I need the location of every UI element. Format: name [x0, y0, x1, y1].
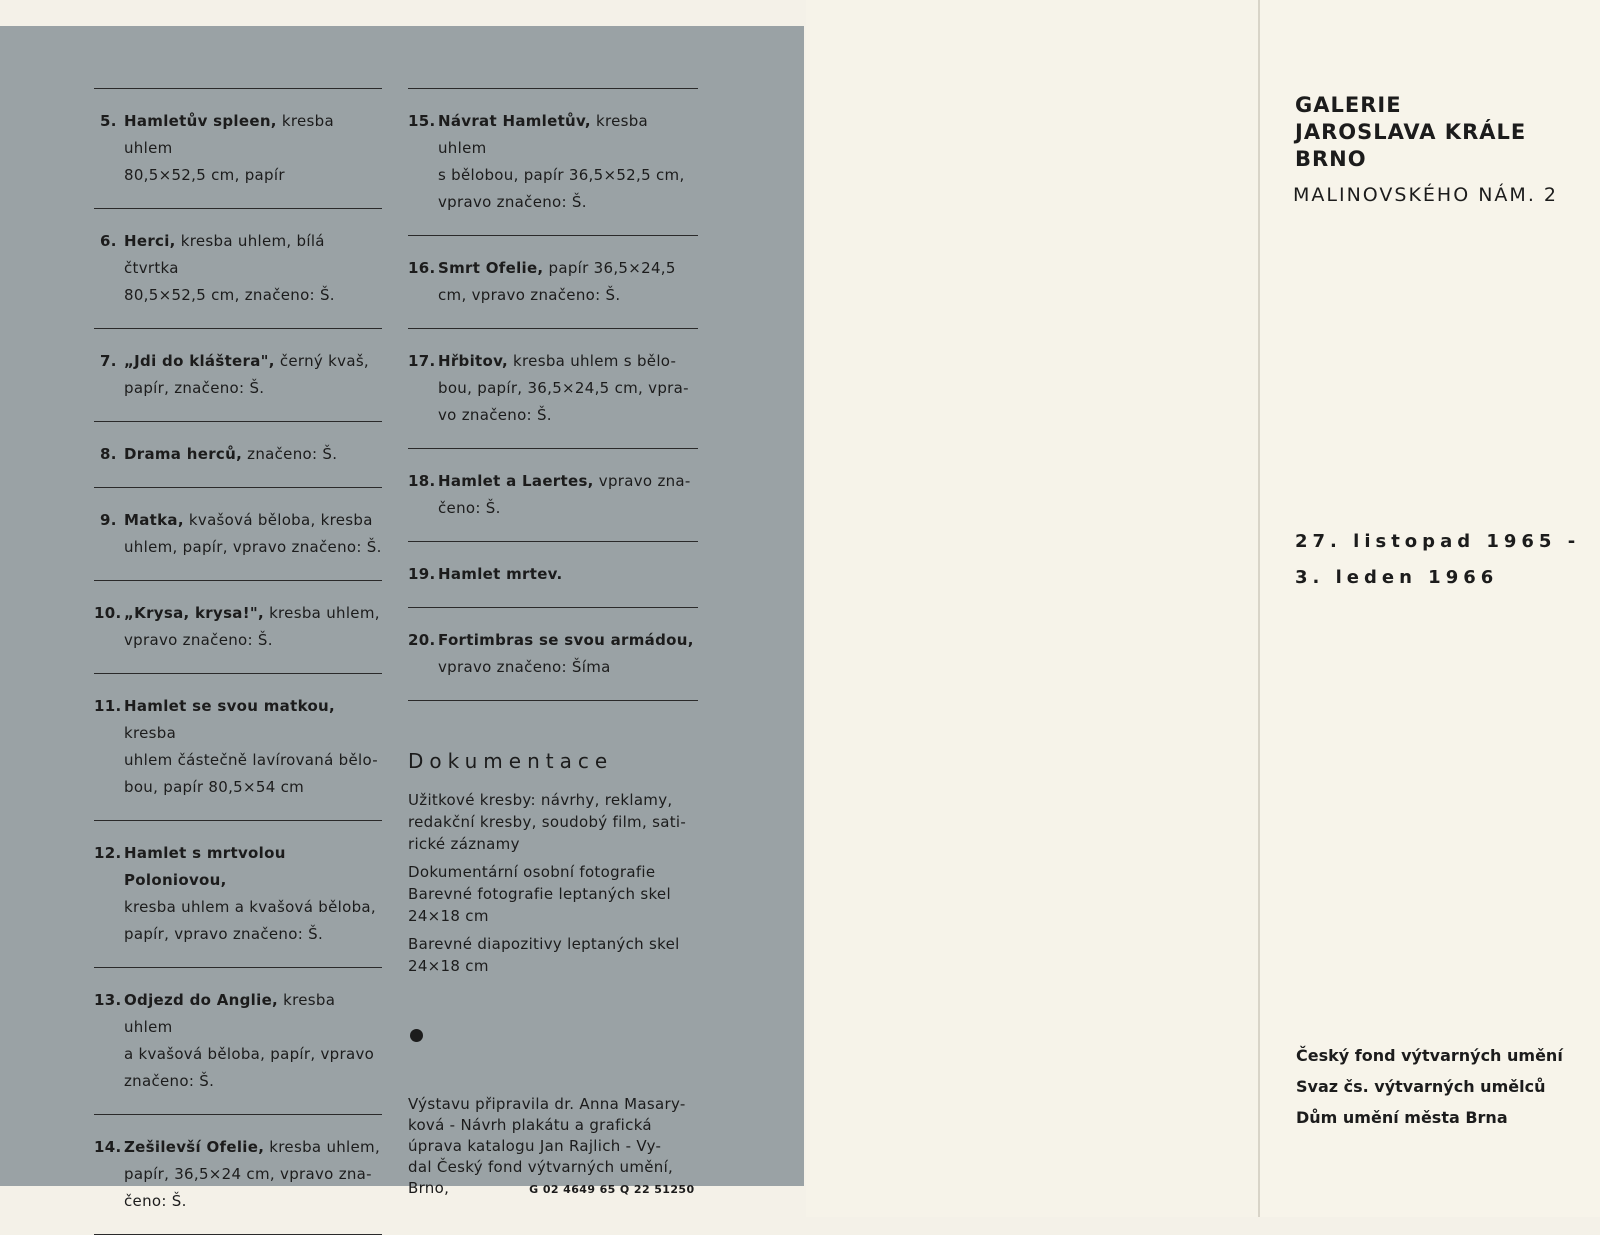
catalog-entry — [94, 821, 382, 967]
organizer: Dům umění města Brna — [1296, 1108, 1508, 1127]
catalog-entry — [408, 236, 698, 328]
catalog-entry — [94, 488, 382, 580]
entry-number: 5. — [100, 112, 117, 130]
entry-number: 8. — [100, 445, 117, 463]
organizer: Svaz čs. výtvarných umělců — [1296, 1077, 1546, 1096]
entry-detail: bou, papír 80,5×54 cm — [124, 778, 305, 796]
entry-detail: kresba uhlem, bílá čtvrtka — [124, 232, 325, 277]
catalog-entry — [94, 329, 382, 421]
catalog-entry — [94, 89, 382, 208]
date-start: 27. listopad 1965 - — [1295, 531, 1581, 552]
cover-page — [1258, 0, 1600, 1217]
entry-detail: cm, vpravo značeno: Š. — [438, 286, 621, 304]
entry-detail: kresba uhlem — [124, 991, 336, 1036]
catalog-entry — [408, 89, 698, 235]
credits-line: Výstavu připravila dr. Anna Masary- — [408, 1095, 686, 1113]
entry-title: Hřbitov, — [438, 352, 508, 370]
gallery-line-3: BRNO — [1295, 147, 1367, 171]
entry-number: 13. — [94, 991, 122, 1009]
entry-number: 17. — [408, 352, 436, 370]
entry-title: Fortimbras se svou armádou, — [438, 631, 694, 649]
entry-detail: bou, papír, 36,5×24,5 cm, vpra- — [438, 379, 689, 397]
entry-number: 9. — [100, 511, 117, 529]
entry-detail: kresba uhlem — [438, 112, 649, 157]
entry-detail: 80,5×52,5 cm, papír — [124, 166, 285, 184]
entry-detail: papír, značeno: Š. — [124, 379, 265, 397]
documentation-heading: Dokumentace — [408, 749, 614, 773]
entry-detail: kresba uhlem — [124, 112, 334, 157]
doc-line: 24×18 cm — [408, 907, 489, 925]
entry-detail: s bělobou, papír 36,5×52,5 cm, — [438, 166, 685, 184]
catalog-column-left — [94, 88, 382, 1235]
entry-detail: 80,5×52,5 cm, značeno: Š. — [124, 286, 335, 304]
entry-detail: kresba uhlem, — [269, 604, 380, 622]
gallery-name — [1295, 92, 1526, 173]
catalog-entry — [94, 422, 382, 487]
catalog-entry — [94, 209, 382, 328]
entry-number: 6. — [100, 232, 117, 250]
doc-line: redakční kresby, soudobý film, sati- — [408, 813, 687, 831]
organizer: Český fond výtvarných umění — [1296, 1046, 1563, 1065]
entry-detail: uhlem, papír, vpravo značeno: Š. — [124, 538, 382, 556]
entry-title: Hamlet se svou matkou, — [124, 697, 336, 715]
entry-number: 19. — [408, 565, 436, 583]
entry-detail: kresba uhlem s bělo- — [513, 352, 677, 370]
documentation-list — [408, 789, 698, 977]
entry-number: 18. — [408, 472, 436, 490]
entry-detail: a kvašová běloba, papír, vpravo — [124, 1045, 375, 1063]
catalog-entry — [94, 674, 382, 820]
organizers — [1296, 1040, 1563, 1133]
entry-title: Drama herců, — [124, 445, 243, 463]
entry-detail: vpravo značeno: Š. — [438, 193, 587, 211]
entry-detail: papír, vpravo značeno: Š. — [124, 925, 324, 943]
entry-title: Hamlet a Laertes, — [438, 472, 594, 490]
entry-detail: vpravo značeno: Šíma — [438, 658, 611, 676]
entry-title: Hamlet mrtev. — [438, 565, 563, 583]
entry-title: Hamletův spleen, — [124, 112, 277, 130]
entry-title: Hamlet s mrtvolou Poloniovou, — [124, 844, 286, 889]
credits-line: dal Český fond výtvarných umění, — [408, 1158, 674, 1176]
entry-detail: uhlem částečně lavírovaná bělo- — [124, 751, 378, 769]
entry-detail: čeno: Š. — [124, 1192, 187, 1210]
catalog-entry — [408, 449, 698, 541]
catalog-entry — [408, 329, 698, 448]
credits-line: ková - Návrh plakátu a grafická — [408, 1116, 652, 1134]
entry-title: „Krysa, krysa!", — [124, 604, 264, 622]
entry-detail: černý kvaš, — [279, 352, 369, 370]
entry-number: 12. — [94, 844, 122, 862]
doc-line: Dokumentární osobní fotografie — [408, 863, 656, 881]
entry-detail: kresba uhlem a kvašová běloba, — [124, 898, 376, 916]
catalog-entry — [94, 968, 382, 1114]
gallery-address: MALINOVSKÉHO NÁM. 2 — [1293, 184, 1558, 206]
doc-line: Užitkové kresby: návrhy, reklamy, — [408, 791, 673, 809]
credits-line: Brno, — [408, 1179, 450, 1197]
catalog-entry — [408, 608, 698, 700]
print-code: G 02 4649 65 Q 22 51250 — [529, 1183, 695, 1196]
credits — [408, 1094, 698, 1200]
entry-detail: kresba uhlem, — [269, 1138, 381, 1156]
entry-number: 14. — [94, 1138, 122, 1156]
entry-number: 20. — [408, 631, 436, 649]
date-end: 3. leden 1966 — [1295, 567, 1499, 588]
catalog-entry — [94, 1115, 382, 1234]
doc-line: Barevné diapozitivy leptaných skel — [408, 935, 680, 953]
entry-detail: vpravo zna- — [598, 472, 691, 490]
entry-title: Matka, — [124, 511, 184, 529]
doc-line: Barevné fotografie leptaných skel — [408, 885, 671, 903]
catalog-entry — [408, 542, 698, 607]
entry-detail: čeno: Š. — [438, 499, 501, 517]
entry-detail: kresba — [124, 724, 177, 742]
entry-number: 11. — [94, 697, 122, 715]
catalog-entry — [94, 581, 382, 673]
catalog-items-right — [408, 88, 698, 701]
entry-title: Smrt Ofelie, — [438, 259, 544, 277]
entry-title: Zešilevší Ofelie, — [124, 1138, 265, 1156]
entry-detail: vpravo značeno: Š. — [124, 631, 273, 649]
entry-title: Návrat Hamletův, — [438, 112, 591, 130]
credits-line: úprava katalogu Jan Rajlich - Vy- — [408, 1137, 662, 1155]
entry-number: 15. — [408, 112, 436, 130]
entry-detail: značeno: Š. — [124, 1072, 215, 1090]
exhibition-dates — [1295, 524, 1580, 596]
gallery-line-1: GALERIE — [1295, 93, 1402, 117]
entry-number: 10. — [94, 604, 122, 622]
entry-title: Odjezd do Anglie, — [124, 991, 279, 1009]
entry-number: 16. — [408, 259, 436, 277]
entry-detail: papír, 36,5×24 cm, vpravo zna- — [124, 1165, 372, 1183]
entry-detail: značeno: Š. — [247, 445, 338, 463]
entry-detail: papír 36,5×24,5 — [548, 259, 676, 277]
doc-line: rické záznamy — [408, 835, 520, 853]
catalog-column-right — [408, 88, 698, 1200]
gallery-line-2: JAROSLAVA KRÁLE — [1295, 120, 1527, 144]
entry-title: Herci, — [124, 232, 176, 250]
bullet-divider-icon — [410, 1029, 423, 1042]
entry-title: „Jdi do kláštera", — [124, 352, 275, 370]
doc-line: 24×18 cm — [408, 957, 489, 975]
entry-detail: kvašová běloba, kresba — [188, 511, 373, 529]
entry-number: 7. — [100, 352, 117, 370]
blank-inner-page — [806, 0, 1258, 1217]
entry-detail: vo značeno: Š. — [438, 406, 552, 424]
